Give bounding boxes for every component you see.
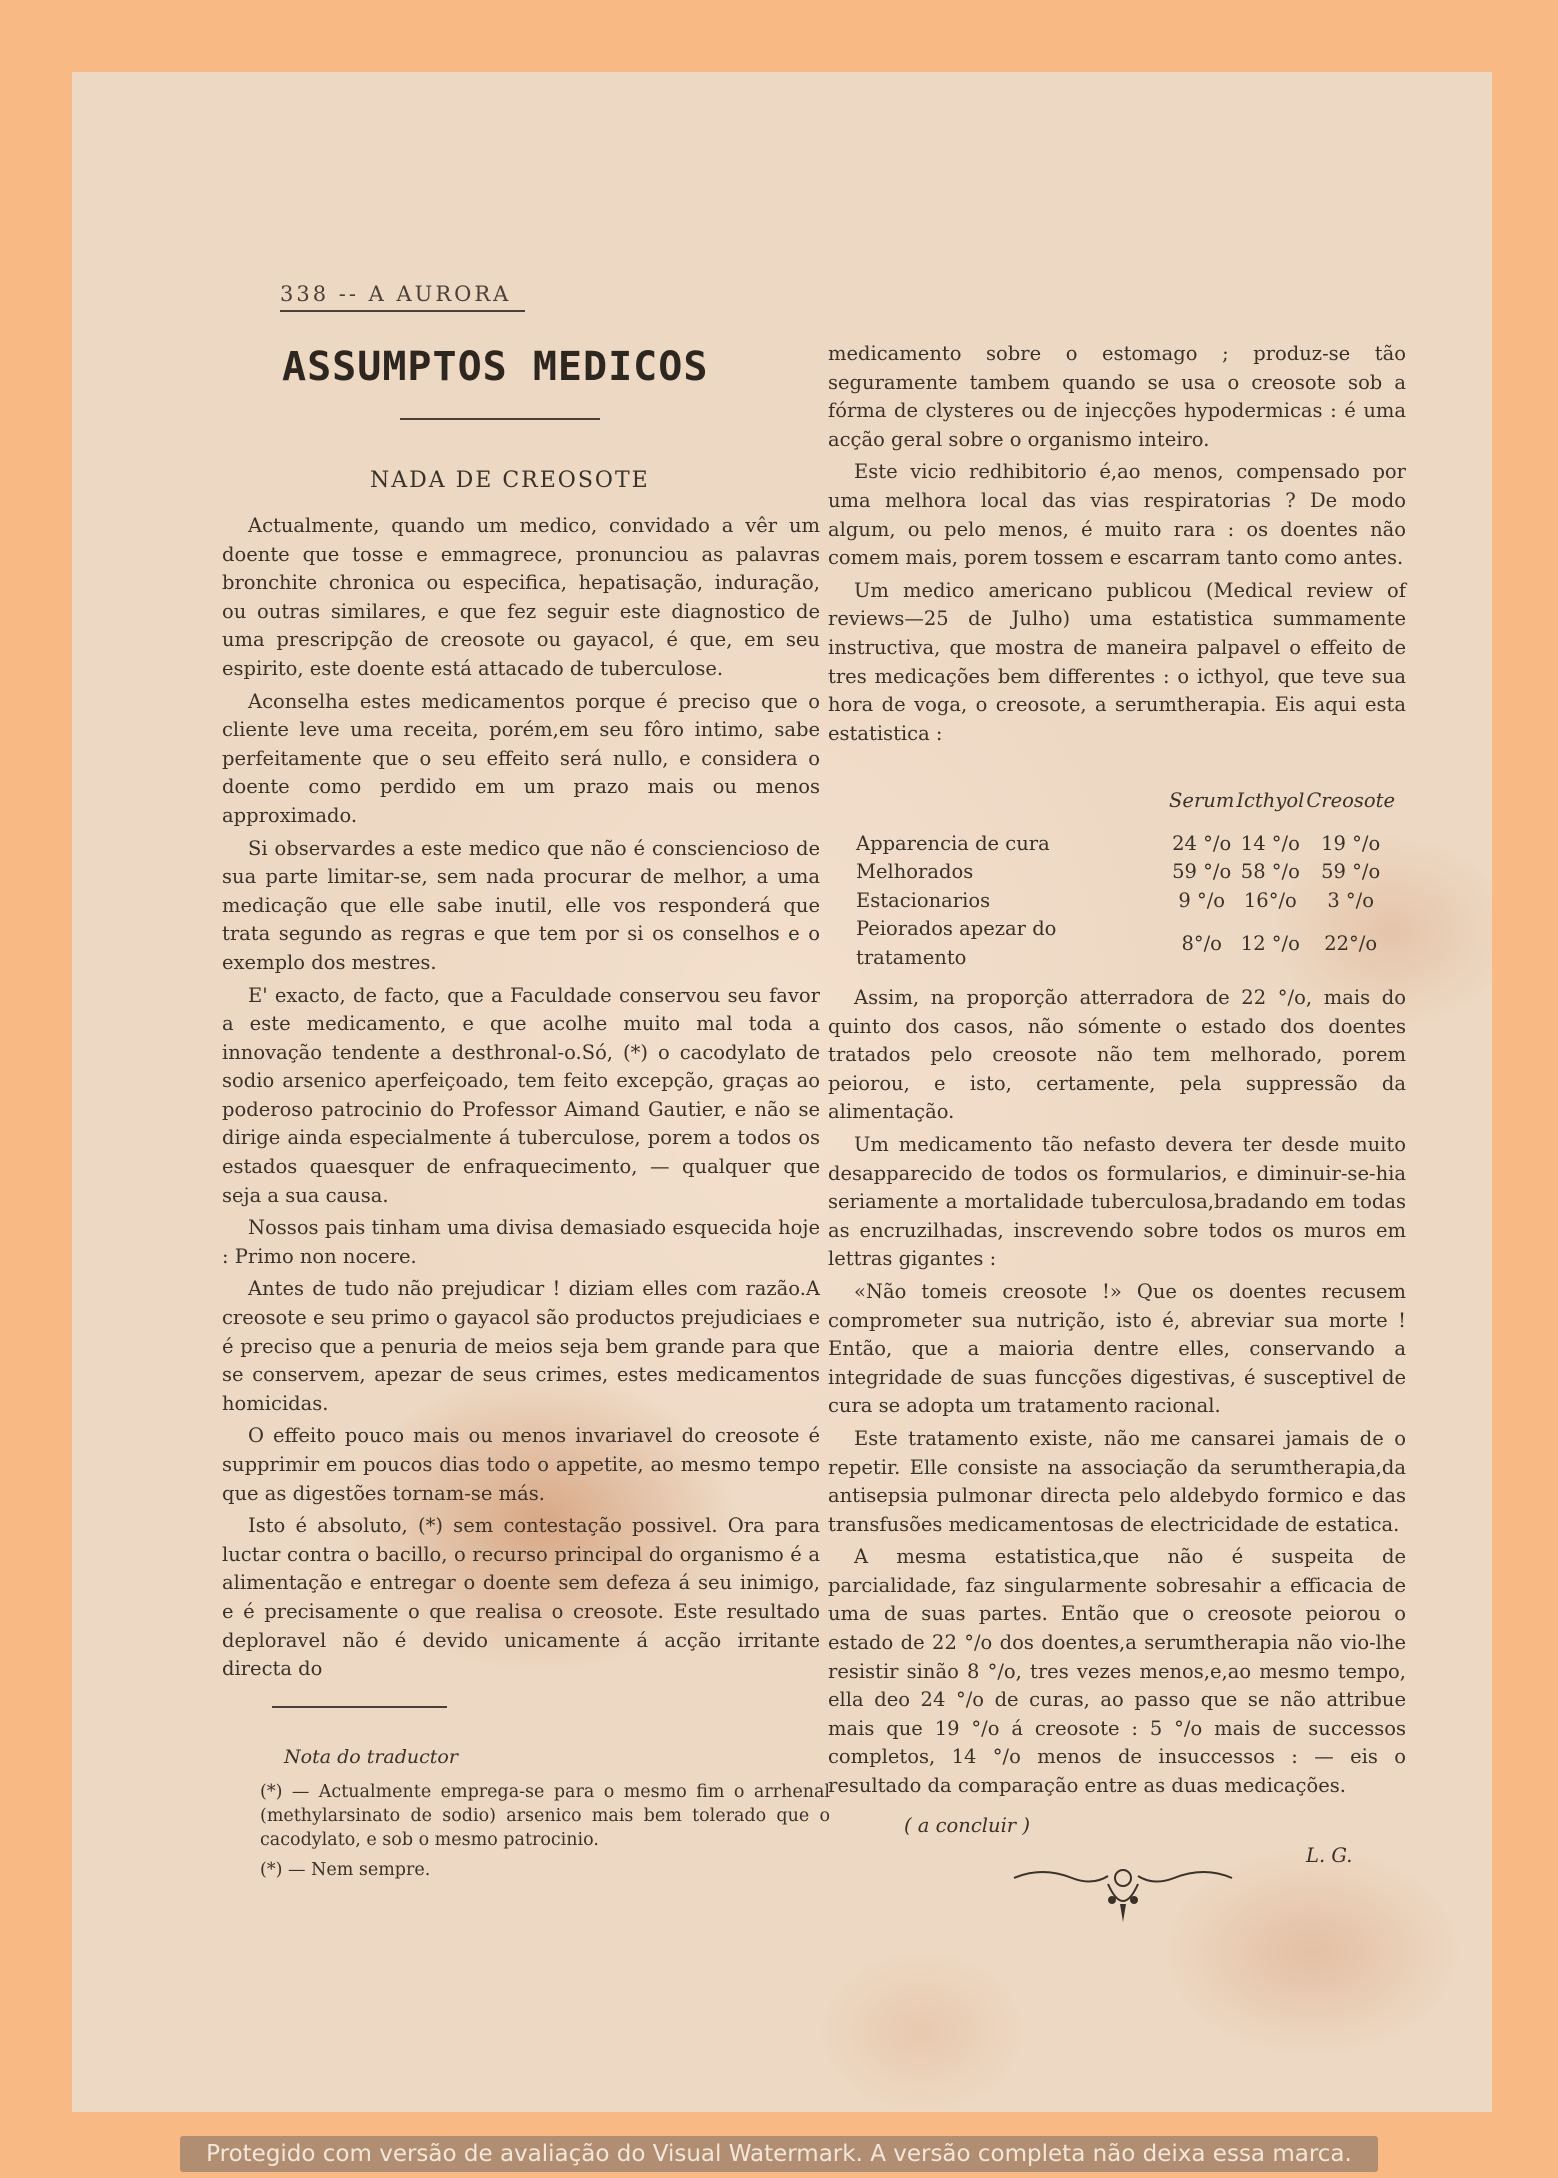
watermark-banner: Protegido com versão de avaliação do Visual Watermark. A versão completa não deixa essa marca.	[180, 2136, 1378, 2172]
table-cell: 8°/o	[1181, 931, 1222, 955]
title-divider	[400, 418, 600, 420]
paragraph: Um medicamento tão nefasto devera ter desde muito desapparecido de todos os formularios, e diminuir-se-hia seriamente a mortalidade tuberculosa,bradando em todas as encruzilhadas, inscrevendo sobre todos os muros em lettras gigantes :	[828, 1132, 1406, 1271]
paragraph: medicamento sobre o estomago ; produz-se tão seguramente tambem quando se usa o creosote sob a fórma de clysteres ou de injecções hypodermicas : é uma acção geral sobre o organismo inteiro.	[828, 342, 1406, 451]
paragraph: A mesma estatistica,que não é suspeita de parcialidade, faz singularmente sobresahir a efficacia de uma de suas partes. Então que o creosote peiorou o estado de 22 °/o dos doentes,a serumtherapia não vio-lhe resistir sinão 8 °/o, tres vezes menos,e,ao mesmo tempo, ella deo 24 °/o de curas, ao passo que se não attribue mais que 19 °/o á creosote : 5 °/o mais de successos completos, 14 °/o menos de insuccessos : — eis o resultado da comparação entre as duas medicações.	[828, 1545, 1406, 1798]
table-cell: 59 °/o	[1172, 860, 1232, 884]
author-signature: L. G.	[1306, 1844, 1353, 1867]
footnote: (*) — Actualmente emprega-se para o mesmo fim o arrhenal (methylarsinato de sodio) arsenico mais bem tolerado que o cacodylato, e sob o mesmo patrocinio.	[260, 1782, 830, 1850]
table-row	[856, 887, 1396, 916]
table-row	[856, 858, 1396, 887]
column-header: Icthyol	[1236, 789, 1305, 812]
footnotes	[260, 1780, 830, 1888]
paragraph: E' exacto, de facto, que a Faculdade conservou seu favor a este medicamento, e que acolhe muito mal toda a innovação tendente a desthronal-o.Só, (*) o cacodylato de sodio arsenico aperfeiçoado, tem feito excepção, graças ao poderoso patrocinio do Professor Aimand Gautier, e não se dirige ainda especialmente á tuberculose, porem a todos os estados quaesquer de enfraquecimento, — qualquer que seja a sua causa.	[222, 983, 820, 1207]
row-label: Apparencia de cura	[856, 831, 1050, 855]
paragraph: Actualmente, quando um medico, convidado a vêr um doente que tosse e emmagrece, pronunciou as palavras bronchite chronica ou especifica, hepatisação, induração, ou outras similares, e que fez seguir este diagnostico de uma prescripção de creosote ou gayacol, é que, em seu espirito, este doente está attacado de tuberculose.	[222, 514, 820, 680]
table-cell: 3 °/o	[1327, 888, 1374, 912]
table-cell: 16°/o	[1243, 888, 1297, 912]
paragraph: Si observardes a este medico que não é consciencioso de sua parte limitar-se, sem nada procurar de melhor, a uma medicação que elle sabe inutil, elle vos responderá que trata segundo as regras e que tem por si os conselhos e o exemplo dos mestres.	[222, 836, 820, 974]
statistics-table	[856, 786, 1396, 973]
right-column-bottom	[828, 984, 1406, 1805]
to-be-continued-note: ( a concluir )	[904, 1814, 1030, 1837]
table-cell: 9 °/o	[1178, 888, 1226, 912]
table-cell: 12 °/o	[1240, 931, 1300, 955]
footnote-divider	[272, 1706, 447, 1708]
table-cell: 14 °/o	[1240, 831, 1300, 855]
paragraph: Aconselha estes medicamentos porque é preciso que o cliente leve uma receita, porém,em seu fôro intimo, sabe perfeitamente que o seu effeito será nullo, e considera o doente como perdido em um prazo mais ou menos approximado.	[222, 689, 820, 827]
left-column	[222, 512, 820, 1688]
footnote-title: Nota do traductor	[284, 1746, 458, 1768]
row-label: Peiorados apezar do tratamento	[856, 917, 1057, 969]
paragraph: Assim, na proporção atterradora de 22 °/o, mais do quinto dos casos, não sómente o estado dos doentes tratados pelo creosote não tem melhorado, porem peiorou, e isto, certamente, pela suppressão da alimentação.	[828, 986, 1406, 1124]
column-header: Serum	[1169, 789, 1235, 812]
table-cell: 59 °/o	[1321, 860, 1381, 884]
table-header-row	[856, 786, 1396, 830]
row-label: Melhorados	[856, 860, 974, 884]
paragraph: Este vicio redhibitorio é,ao menos, compensado por uma melhora local das vias respiratorias ? De modo algum, ou pelo menos, é muito rara : os doentes não comem mais, porem tossem e escarram tanto como antes.	[828, 460, 1406, 570]
table-cell: 58 °/o	[1240, 860, 1300, 884]
table-corner	[856, 786, 1168, 830]
paragraph: Um medico americano publicou (Medical review of reviews—25 de Julho) uma estatistica summamente instructiva, que mostra de maneira palpavel o effeito de tres medicações bem differentes : o icthyol, que teve sua hora de voga, o creosote, a serumtherapia. Eis aqui esta estatistica :	[828, 578, 1406, 745]
paragraph: «Não tomeis creosote !» Que os doentes recusem comprometer sua nutrição, isto é, abreviar sua morte ! Então, que a maioria dentre elles, conservando a integridade de suas funcções digestivas, é susceptivel de cura se adopta um tratamento racional.	[828, 1279, 1406, 1418]
table-cell: 24 °/o	[1172, 831, 1232, 855]
paragraph: O effeito pouco mais ou menos invariavel do creosote é supprimir em poucos dias todo o appetite, ao mesmo tempo que as digestões tornam-se más.	[222, 1424, 820, 1505]
paragraph: Isto é absoluto, (*) sem contestação possivel. Ora para luctar contra o bacillo, o recurso principal do organismo é a alimentação e entregar o doente sem defeza á seu inimigo, e é precisamente o que realisa o creosote. Este resultado deploravel não é devido unicamente á acção irritante directa do	[222, 1514, 820, 1681]
table-row	[856, 915, 1396, 972]
column-header: Creosote	[1306, 789, 1395, 812]
table-row	[856, 830, 1396, 859]
paragraph: Nossos pais tinham uma divisa demasiado esquecida hoje : Primo non nocere.	[222, 1216, 820, 1268]
article-subtitle: NADA DE CREOSOTE	[370, 468, 650, 493]
paragraph: Antes de tudo não prejudicar ! diziam elles com razão.A creosote e seu primo o gayacol são productos prejudiciaes e é preciso que a penuria de meios seja bem grande para que se conservem, apezar de seus crimes, estes medicamentos homicidas.	[222, 1277, 820, 1415]
right-column-top	[828, 340, 1406, 752]
ornament-icon	[1012, 1864, 1234, 1924]
table-cell: 19 °/o	[1321, 831, 1381, 855]
article-title: ASSUMPTOS MEDICOS	[282, 344, 709, 390]
row-label: Estacionarios	[856, 888, 991, 912]
paragraph: Este tratamento existe, não me cansarei jamais de o repetir. Elle consiste na associação da serumtherapia,da antisepsia pulmonar directa pelo aldebydo formico e das transfusões medicamentosas de electricidade de estatica.	[828, 1426, 1406, 1536]
table-cell: 22°/o	[1324, 931, 1378, 955]
footnote: (*) — Nem sempre.	[260, 1860, 431, 1880]
running-header: 338 -- A AURORA	[280, 282, 525, 312]
